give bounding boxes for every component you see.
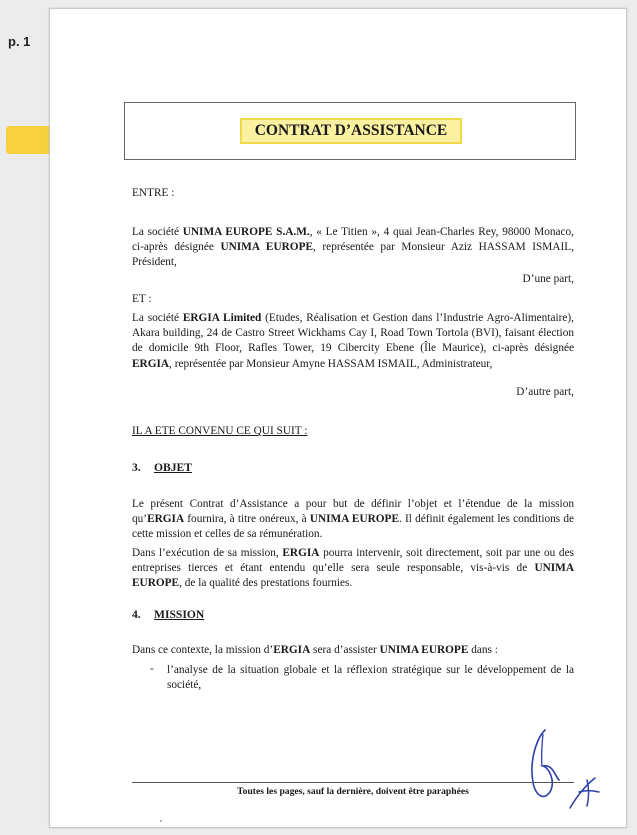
objet-paragraph-2: Dans l’exécution de sa mission, ERGIA pourra intervenir, soit directement, soit par une ou des entreprises tierces et étant entendu qu’elle sera seule responsable, vis-à-vis de UNIMA EUROPE, de la qualité des prestations fournies. [132, 547, 574, 590]
page-number-label: p. 1 [8, 34, 31, 49]
bullet-dash: - [150, 663, 154, 675]
convenu-heading: IL A ETE CONVENU CE QUI SUIT : [132, 425, 308, 437]
footer-note: Toutes les pages, sauf la dernière, doivent être paraphées [237, 786, 469, 797]
signature-initials [515, 720, 610, 815]
mission-bullet-1: l’analyse de la situation globale et la réflexion stratégique sur le développement de la société, [167, 664, 574, 692]
entre-label: ENTRE : [132, 187, 175, 199]
party1-paragraph: La société UNIMA EUROPE S.A.M., « Le Titien », 4 quai Jean-Charles Rey, 98000 Monaco, ci-après désignée UNIMA EUROPE, représentée par Monsieur Aziz HASSAM ISMAIL, Président, [132, 226, 575, 269]
et-label: ET : [132, 293, 152, 305]
document-title: CONTRAT D’ASSISTANCE [240, 118, 462, 144]
dautre-part-label: D’autre part, [516, 386, 574, 398]
party2-paragraph: La société ERGIA Limited (Etudes, Réalisation et Gestion dans l’Industrie Agro-Alimentaire), Akara building, 24 de Castro Street Wickhams Cay I, Road Town Tortola (BVI), faisant élection de domicile 9th Floor, Rafles Tower, 19 Cibercity Ebene (Île Maurice), ci-après désignée ERGIA, représentée par Monsieur Amyne HASSAM ISMAIL, Administrateur, [132, 312, 574, 370]
mission-intro: Dans ce contexte, la mission d’ERGIA sera d’assister UNIMA EUROPE dans : [132, 644, 498, 656]
dune-part-label: D’une part, [522, 273, 574, 285]
footer-divider [132, 782, 574, 783]
title-frame [124, 102, 576, 160]
page-dot [160, 820, 162, 822]
section-4-heading: 4. MISSION [132, 608, 205, 621]
objet-paragraph-1: Le présent Contrat d’Assistance a pour but de définir l’objet et l’étendue de la mission qu’ERGIA fournira, à titre onéreux, à UNIMA EUROPE. Il définit également les conditions de cette mission et celles de sa rémunération. [132, 498, 574, 541]
section-3-heading: 3. OBJET [132, 461, 193, 474]
